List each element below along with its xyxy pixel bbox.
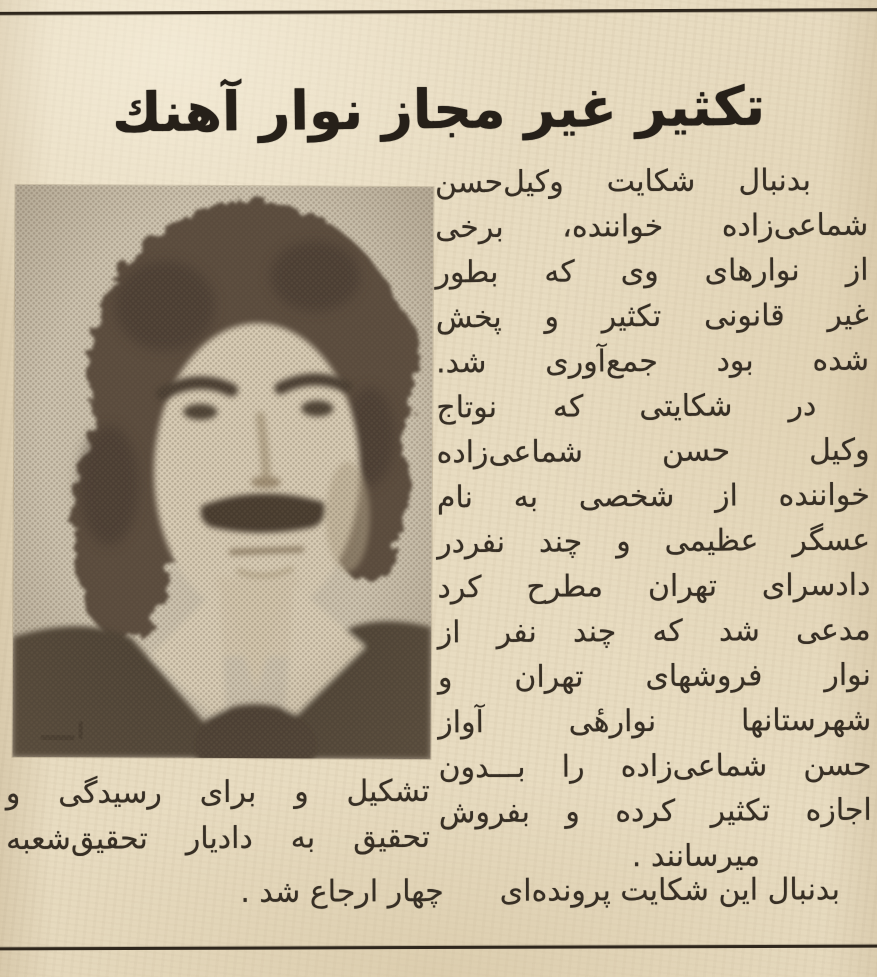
body-line: عسگر عظيمی و چند نفردر bbox=[437, 522, 871, 561]
body-line-continued: بدنبال اين شكايت پرونده‌ای bbox=[499, 872, 841, 909]
article-bottom-row bbox=[6, 867, 870, 916]
portrait-photo bbox=[13, 185, 434, 759]
body-line-end: چهار ارجاع شد . bbox=[240, 873, 444, 910]
body-line: وكيل حسن شماعی‌زاده bbox=[436, 432, 870, 471]
body-line: حسن شماعی‌زاده را بـــدون bbox=[438, 747, 872, 786]
body-line: اجازه تكثير كرده و بفروش bbox=[438, 792, 872, 831]
article-body-left-column bbox=[6, 769, 430, 863]
body-line: غير قانونی تكثير و پخش bbox=[435, 297, 869, 336]
body-line: ميرسانند . bbox=[631, 838, 761, 875]
body-line: مدعی شد كه چند نفر از bbox=[437, 612, 871, 651]
body-line: بدنبال شكايت وكيل‌حسن bbox=[434, 163, 812, 201]
photo-vignette bbox=[13, 185, 434, 759]
body-line: خواننده از شخصی به نام bbox=[436, 477, 870, 516]
portrait-illustration bbox=[13, 185, 434, 759]
body-line: تحقيق به داديار تحقيق‌شعبه bbox=[6, 819, 431, 858]
body-line: شده بود جمع‌آوری شد. bbox=[435, 342, 870, 381]
bottom-rule bbox=[0, 945, 877, 951]
body-line: از نوارهای وی كه بطور bbox=[435, 252, 869, 291]
article-headline: تكثير غير مجاز نوار آهنك bbox=[111, 74, 766, 145]
body-line: تشكيل و برای رسيدگی و bbox=[5, 773, 430, 812]
body-line: نوار فروشهای تهران و bbox=[437, 657, 872, 696]
body-line: دادسرای تهران مطرح كرد bbox=[437, 567, 871, 606]
top-rule bbox=[0, 8, 877, 15]
body-line: شماعی‌زاده خواننده، برخی bbox=[435, 207, 869, 246]
body-line: در شكايتی كه نوتاج bbox=[436, 388, 817, 426]
article-body-right-column bbox=[435, 159, 872, 882]
body-line: شهرستانها نوارهٔی آواز bbox=[438, 702, 872, 741]
